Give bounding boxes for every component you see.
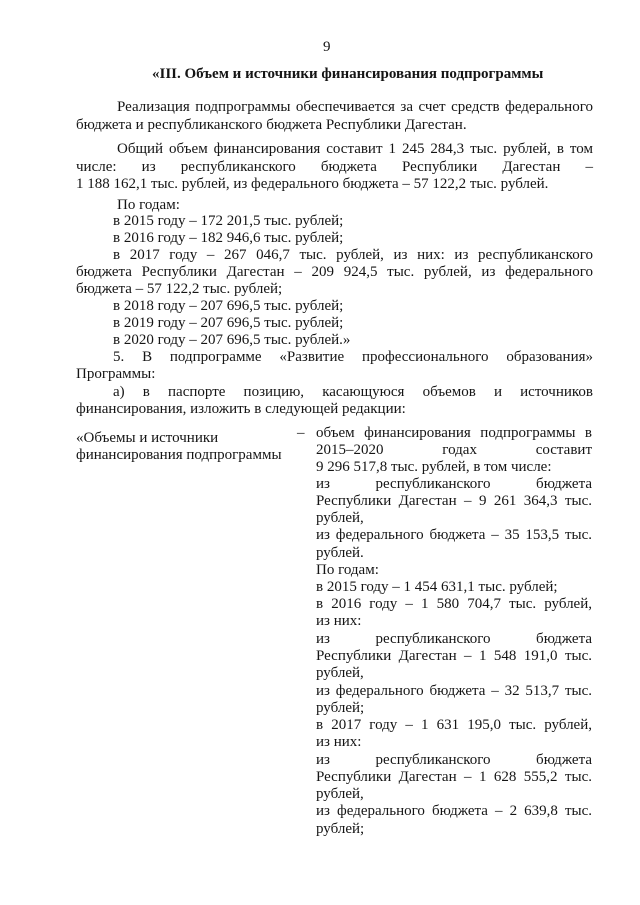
year-2019: в 2019 году – 207 696,5 тыс. рублей; (113, 315, 344, 331)
table-right-line: из федерального бюджета – 35 153,5 тыс. (316, 527, 592, 543)
by-years-label: По годам: (117, 197, 180, 213)
table-right-line: По годам: (316, 562, 379, 578)
item5-line-2: Программы: (76, 366, 156, 382)
year-2015: в 2015 году – 172 201,5 тыс. рублей; (113, 213, 344, 229)
table-right-line: из них: (316, 734, 362, 750)
table-right-line: 9 296 517,8 тыс. рублей, в том числе: (316, 459, 552, 475)
table-right-line: из них: (316, 613, 362, 629)
table-right-line: в 2016 году – 1 580 704,7 тыс. рублей, (316, 596, 592, 612)
table-right-line: в 2017 году – 1 631 195,0 тыс. рублей, (316, 717, 592, 733)
table-right-line: рублей. (316, 545, 364, 561)
table-right-line: из республиканского бюджета (316, 476, 592, 492)
item5-line-1: 5. В подпрограмме «Развитие профессионального образования» (113, 349, 593, 365)
table-left-label-2: финансирования подпрограммы (76, 447, 282, 463)
table-right-line: рублей, (316, 665, 364, 681)
year-2017-line-3: бюджета – 57 122,2 тыс. рублей; (76, 281, 283, 297)
total-line-1: Общий объем финансирования составит 1 245 284,3 тыс. рублей, в том (117, 141, 593, 157)
table-right-line: Республики Дагестан – 1 548 191,0 тыс. (316, 648, 592, 664)
table-right-line: из республиканского бюджета (316, 752, 592, 768)
table-right-line: рублей, (316, 786, 364, 802)
table-right-line: Республики Дагестан – 1 628 555,2 тыс. (316, 769, 592, 785)
section-heading: «III. Объем и источники финансирования подпрограммы (152, 66, 544, 82)
table-right-line: рублей; (316, 821, 365, 837)
table-dash: – (297, 425, 305, 441)
year-2017-line-2: бюджета Республики Дагестан – 209 924,5 тыс. рублей, из федерального (76, 264, 593, 280)
table-left-label-1: «Объемы и источники (76, 430, 219, 446)
table-right-line: 2015–2020 годах составит (316, 442, 592, 458)
year-2018: в 2018 году – 207 696,5 тыс. рублей; (113, 298, 344, 314)
table-right-line: рублей; (316, 700, 365, 716)
table-right-line: из федерального бюджета – 2 639,8 тыс. (316, 803, 592, 819)
table-right-line: объем финансирования подпрограммы в (316, 425, 592, 441)
year-2017-line-1: в 2017 году – 267 046,7 тыс. рублей, из них: из республиканского (113, 247, 593, 263)
total-line-2: числе: из республиканского бюджета Республики Дагестан – (76, 159, 593, 175)
year-2016: в 2016 году – 182 946,6 тыс. рублей; (113, 230, 344, 246)
table-right-line: из республиканского бюджета (316, 631, 592, 647)
year-2020: в 2020 году – 207 696,5 тыс. рублей.» (113, 332, 351, 348)
item-a-line-1: а) в паспорте позицию, касающуюся объемов и источников (113, 384, 593, 400)
intro-line-1: Реализация подпрограммы обеспечивается за счет средств федерального (117, 99, 593, 115)
table-right-line: рублей, (316, 510, 364, 526)
page-number: 9 (323, 39, 331, 55)
table-right-line: Республики Дагестан – 9 261 364,3 тыс. (316, 493, 592, 509)
table-right-line: в 2015 году – 1 454 631,1 тыс. рублей; (316, 579, 558, 595)
table-right-line: из федерального бюджета – 32 513,7 тыс. (316, 683, 592, 699)
item-a-line-2: финансирования, изложить в следующей редакции: (76, 401, 406, 417)
intro-line-2: бюджета и республиканского бюджета Республики Дагестан. (76, 117, 467, 133)
total-line-3: 1 188 162,1 тыс. рублей, из федерального бюджета – 57 122,2 тыс. рублей. (76, 176, 549, 192)
